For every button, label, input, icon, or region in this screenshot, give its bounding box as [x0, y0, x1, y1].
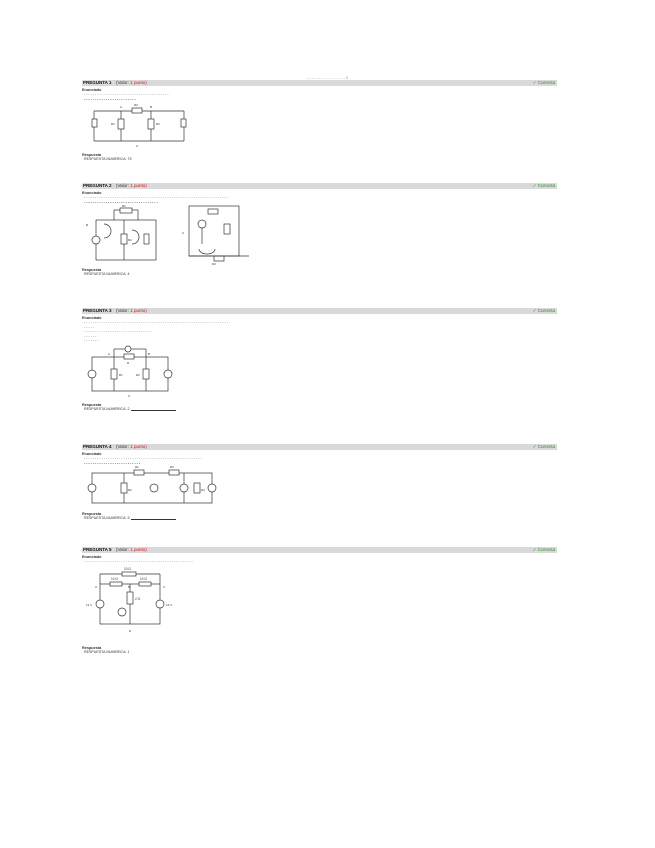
node-label: A: [108, 351, 111, 356]
resistor-label: R3: [170, 465, 174, 469]
statement-line: - - - - - - - - - - - - - - - - - - - - - - - - - - - - - - -: [84, 329, 152, 333]
resistor-label: R2: [128, 488, 132, 492]
question-number: PREGUNTA 4: [83, 444, 112, 449]
answer-value: 5: [127, 516, 130, 520]
resistor-label: R2: [136, 372, 140, 377]
question-2: [82, 183, 557, 276]
question-header: [82, 183, 557, 189]
resistor-label: 10 Ω: [124, 566, 131, 571]
statement-line: - - - - - - - - - - - - - - - - - - - - - - - - - -: [84, 460, 141, 465]
statement-line: - - - - -: [84, 324, 94, 329]
circuit-diagram: [84, 465, 224, 510]
resistor-label: 10 Ω: [111, 576, 118, 581]
node-label: A: [120, 105, 123, 109]
node-label: B: [150, 105, 153, 109]
numeric-answer: RESPUESTA NUMERICA: 1: [84, 649, 130, 654]
status-badge: ✓ Correcta: [532, 183, 555, 188]
source-label: 12 V: [86, 602, 93, 607]
question-number: PREGUNTA 3: [83, 308, 112, 313]
statement-line: - - - - - - - - - - - - - - - - - - - - - - - - - - - - - - - - - - - - - - - - - - - - - - - - - - - - - - - - - - - - - - - - - - -: [84, 320, 231, 324]
statement-line: - - - - - - - - - - - - - - - - - - - - - - - - - - - - - - - - - - - - - - - - - - - - - - - - - - - - - - - - - - - - - - - - - -: [84, 195, 228, 199]
answer-value: 75: [127, 157, 132, 161]
statement-line: - - - - - - -: [84, 338, 99, 342]
node-label: D: [129, 628, 132, 633]
statement-line: - - - - - - - - - - - - - - - - - - - - - - - - - - - - - - - - - -: [84, 199, 158, 204]
question-number: PREGUNTA 5: [83, 547, 112, 552]
circuit-diagram: [84, 343, 194, 401]
node-label: C: [163, 584, 166, 589]
circuit-diagram: [84, 101, 204, 151]
response-label: Respuesta: [82, 645, 102, 650]
resistor-label: R: [127, 360, 130, 365]
statement-line: - - - - - - - - - - - - - - - - - - - - - - - -: [84, 96, 136, 101]
question-header: [82, 547, 557, 553]
node-label: C: [128, 393, 131, 398]
numeric-answer: RESPUESTA NUMERICA: 75: [84, 157, 132, 161]
response-label: Respuesta: [82, 402, 102, 407]
question-4: [82, 444, 557, 520]
resistor-label: R4: [201, 488, 205, 492]
question-header: [82, 444, 557, 450]
node-label: B: [148, 351, 151, 356]
numeric-answer: RESPUESTA NUMERICA: 4: [84, 272, 130, 276]
question-number: PREGUNTA 1: [83, 80, 112, 85]
statement-line: - - - - - - - - - - - - - - - - - - - - - - - - - - - - - - - - - - - - - - - - - - - - - - - - - -: [84, 559, 193, 563]
resistor-label: R2: [128, 238, 132, 242]
question-header: [82, 80, 557, 86]
question-1: [82, 80, 557, 161]
question-value: (Valor: 1 punto): [116, 444, 147, 449]
resistor-label: R1: [122, 204, 126, 208]
resistor-label: 10 Ω: [140, 576, 147, 581]
source-label: 15 V: [166, 602, 173, 607]
numeric-answer: RESPUESTA NUMERICA: 5: [84, 516, 557, 520]
node-label: B: [86, 223, 89, 227]
statement-label: Enunciado: [82, 555, 102, 559]
status-badge: ✓ Correcta: [532, 547, 555, 552]
response-label: Respuesta: [82, 268, 102, 272]
status-badge: ✓ Correcta: [532, 444, 555, 449]
question-value: (Valor: 1 punto): [116, 547, 147, 552]
node-label: A: [95, 584, 98, 589]
resistor-label: R1: [119, 372, 123, 377]
status-badge: ✓ Correcta: [532, 80, 555, 85]
statement-label: Enunciado: [82, 191, 102, 195]
resistor-label: 2 Ω: [135, 596, 141, 601]
question-value: (Valor: 1 punto): [116, 308, 147, 313]
resistor-label: R2: [156, 122, 160, 126]
resistor-label: R3: [134, 103, 138, 107]
resistor-label: R1: [135, 465, 139, 469]
numeric-answer: RESPUESTA NUMERICA: 2: [84, 407, 557, 411]
answer-underline: [131, 407, 176, 411]
resistor-label: R3: [212, 262, 216, 266]
statement-line: - - - - - - - - - - - - - - - - - - - - - - - - - - - - - - - - - - - - - - - - - - - - - - - - - - - - - -: [84, 456, 202, 460]
page-header: - - - - - - - - - - - - - - - - 1: [306, 75, 349, 80]
circuit-diagram: [84, 564, 184, 644]
statement-label: Enunciado: [82, 88, 102, 92]
question-value: (Valor: 1 punto): [116, 183, 147, 188]
node-label: C: [136, 144, 139, 148]
node-label: C: [182, 231, 185, 235]
answer-value: 4: [127, 272, 130, 276]
status-badge: ✓ Correcta: [532, 308, 555, 313]
question-3: [82, 308, 557, 411]
resistor-label: R1: [111, 122, 115, 126]
answer-underline: [131, 516, 176, 520]
statement-label: Enunciado: [82, 452, 102, 456]
answer-value: 1: [127, 649, 130, 654]
question-value: (Valor: 1 punto): [116, 80, 147, 85]
question-number: PREGUNTA 2: [83, 183, 112, 188]
question-header: [82, 308, 557, 314]
response-label: Respuesta: [82, 153, 102, 157]
node-label: B: [128, 584, 131, 589]
statement-label: Enunciado: [82, 316, 102, 320]
question-5: [82, 547, 557, 654]
statement-line: - - - - - - - - - - - - - - - - - - - - - - - - - - - - - - - - - - - - - - -: [84, 92, 169, 96]
circuit-diagram: [84, 204, 274, 266]
response-label: Respuesta: [82, 512, 102, 516]
statement-line: - - - - - -: [84, 333, 97, 338]
answer-value: 2: [127, 406, 130, 411]
